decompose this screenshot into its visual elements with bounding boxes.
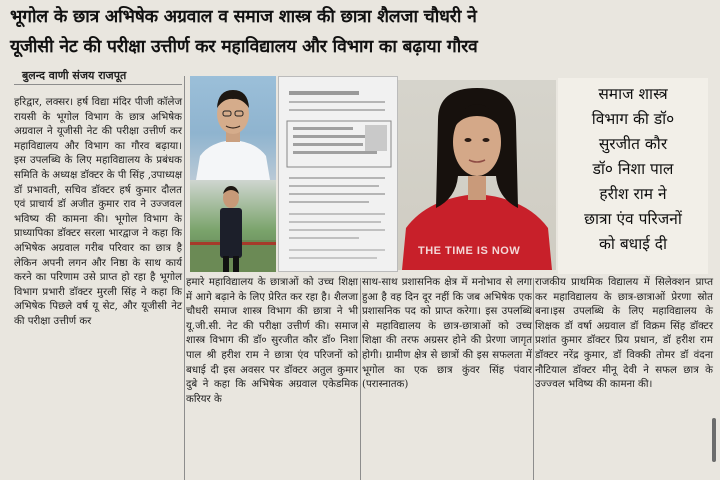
caption-line: समाज शास्त्र xyxy=(598,85,668,103)
article-column-3 xyxy=(362,276,532,393)
scrollbar-thumb[interactable] xyxy=(712,418,716,462)
student-portrait-illustration xyxy=(190,76,276,180)
student-standing-illustration xyxy=(190,180,276,272)
caption-line: डॉ० निशा पाल xyxy=(592,160,674,178)
article-paragraph: हमारे महाविद्यालय के छात्राओं को उच्च शिक्षा में आगे बढ़ाने के लिए प्रेरित कर रहा है। शैलजा चौधरी समाज शास्त्र विभाग की छात्रा ने भी यू.जी.सी. नेट की परीक्षा उत्तीर्ण की। समाज शास्त्र विभाग की डॉ० सुरजीत कौर डॉ० निशा पाल श्री हरीश राम ने छात्रा एंव परिजनों को बधाई दी इस अवसर पर डॉक्टर अतुल कुमार दुबे ने कहा कि अभिषेक अग्रवाल एकेडमिक करियर के xyxy=(186,277,358,405)
certificate-illustration xyxy=(279,77,398,272)
caption-line: हरीश राम ने xyxy=(599,185,667,203)
caption-line: को बधाई दी xyxy=(598,235,668,253)
byline: बुलन्द वाणी संजय राजपूत xyxy=(22,69,127,82)
article-paragraph: राजकीय प्राथमिक विद्यालय में सिलेक्शन प्राप्त कर महाविद्यालय के छात्र-छात्राओं प्रेरणा स्रोत बना।इस उपलब्धि के लिए महाविद्यालय के शिक्षक डॉ वर्षा अग्रवाल डॉ विक्रम सिंह डॉक्टर प्रशांत कुमार डॉक्टर प्रिय प्रधान, डॉ हरीश राम डॉक्टर नरेंद्र कुमार, डॉ विक्की तोमर डॉ वंदना नौटियाल डॉक्टर मीनू देवी ने सफल छात्र के उज्ज्वल भविष्य की कामना की। xyxy=(535,277,713,391)
photo-student-portrait xyxy=(190,76,276,180)
article-column-2 xyxy=(186,276,358,407)
shirt-print-text: THE TIME IS NOW xyxy=(418,245,521,257)
photo-caption xyxy=(558,78,708,274)
photo-certificate xyxy=(278,76,398,272)
article-column-1 xyxy=(14,96,182,330)
article-paragraph: साथ-साथ प्रशासनिक क्षेत्र में मनोभाव से लगा हुआ है वह दिन दूर नहीं कि जब अभिषेक एक प्रशासनिक पद को प्राप्त करेगा। इस उपलब्धि से महाविद्यालय के छात्र-छात्राओं को उच्च शिक्षा की तरफ अग्रसर होने की प्रेरणा जागृत होगी। ग्रामीण क्षेत्र से छात्रों की इस सफलता में भूगोल का एक छात्र कुंवर सिंह पंवार (परास्नातक) xyxy=(362,277,532,391)
caption-line: छात्रा एंव परिजनों xyxy=(584,210,682,228)
headline xyxy=(10,2,715,62)
photo-student-woman xyxy=(398,80,556,270)
article-column-4 xyxy=(535,276,713,393)
byline-rule xyxy=(14,84,182,85)
column-rule xyxy=(360,278,361,480)
headline-line-1: भूगोल के छात्र अभिषेक अग्रवाल व समाज शास्त्र की छात्रा शैलजा चौधरी ने xyxy=(10,7,477,27)
article-paragraph: हरिद्वार, लक्सर। हर्ष विद्या मंदिर पीजी कॉलेज रायसी के भूगोल विभाग के छात्र अभिषेक अग्रवाल ने यूजीसी नेट की परीक्षा उत्तीर्ण कर महाविद्यालय और विभाग का गौरव बढ़ाया। इस उपलब्धि के लिए महाविद्यालय के प्रबंधक समिति के अध्यक्ष डॉक्टर के पी सिंह ,उपाध्यक्ष डॉ प्रभावती, सचिव डॉक्टर हर्ष कुमार दौलत एवं प्राचार्य डॉ अजीत कुमार राव ने उज्जवल भविष्य की कामना की। भूगोल विभाग के प्राध्यापिका डॉक्टर सरला भारद्वाज ने कहा कि अभिषेक अग्रवाल गरीब परिवार का छात्र है लेकिन अपनी लगन और निष्ठा के साथ कार्य करने का परिणाम उसे प्राप्त हो रहा है भूगोल विभाग प्रभारी डॉक्टर मुरली सिंह ने कहा कि अभिषेक पिछले वर्ष यू सेट, और यूजीसी नेट की परीक्षा उत्तीर्ण कर xyxy=(14,97,182,327)
caption-line: विभाग की डॉ० xyxy=(591,110,675,128)
headline-line-2: यूजीसी नेट की परीक्षा उत्तीर्ण कर महाविद्यालय और विभाग का बढ़ाया गौरव xyxy=(10,37,478,57)
column-rule xyxy=(184,76,185,480)
caption-line: सुरजीत कौर xyxy=(598,135,668,153)
photo-student-standing xyxy=(190,180,276,272)
column-rule xyxy=(533,278,534,480)
woman-portrait-illustration xyxy=(398,80,556,270)
